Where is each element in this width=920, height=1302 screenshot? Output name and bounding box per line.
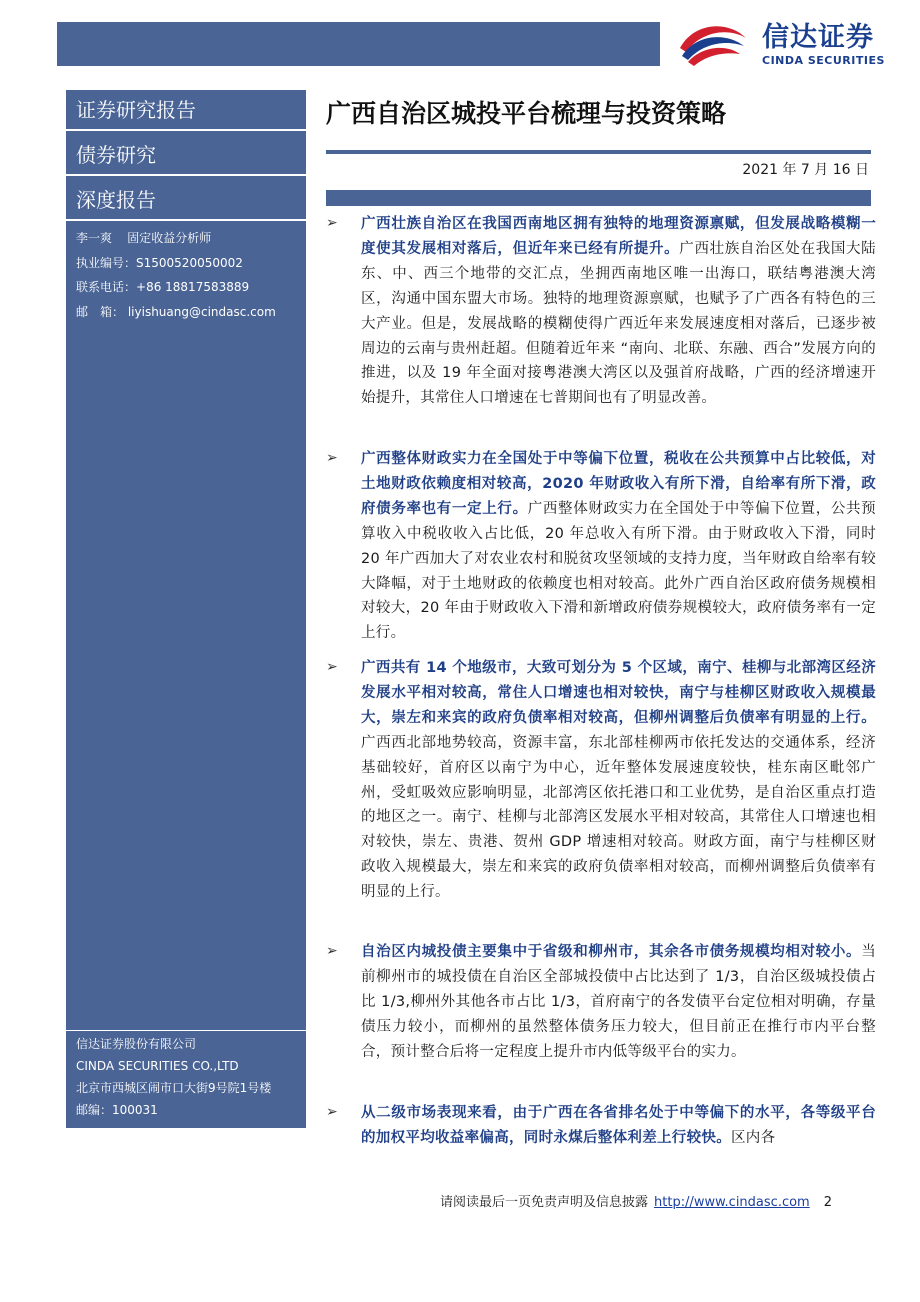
company-info [66,1030,306,1121]
bullet-highlight: 广西共有 14 个地级市，大致可划分为 5 个区域，南宁、桂柳与北部湾区经济发展水平相对较高，常住人口增速也相对较快，南宁与桂柳区财政收入规模最大，崇左和来宾的政府负债率相对较高，但柳州调整后负债率有明显的上行。 [361,660,876,726]
bullet-arrow-icon: ➢ [326,215,338,231]
bullet-arrow-icon: ➢ [326,450,338,466]
report-title: 广西自治区城投平台梳理与投资策略 [326,99,727,128]
license-label: 执业编号： [76,255,137,270]
company-name-en: CINDA SECURITIES CO.,LTD [76,1059,239,1073]
company-postcode: 邮编：100031 [76,1103,158,1117]
author-title: 固定收益分析师 [127,231,212,245]
website-link[interactable]: http://www.cindasc.com [654,1195,810,1210]
email-label: 邮 箱： [76,304,125,319]
section-bond-research: 债券研究 [66,135,306,176]
email-address: liyishuang@cindasc.com [127,304,276,319]
header-bar [57,22,660,66]
bullet-text [361,940,876,1065]
summary-bullet [326,447,876,646]
bullet-body: 当前柳州市的城投债在自治区全部城投债中占比达到了 1/3，自治区级城投债占比 1/3,柳州外其他各市占比 1/3，首府南宁的各发债平台定位相对明确，存量债压力较小，而柳州的虽然整体债务压力较大，但目前正在推行市内平台整合，预计整合后将一定程度上提升市内低等级平台的实力。 [361,944,876,1060]
email-row [76,300,301,325]
bullet-body: 广西整体财政实力在全国处于中等偏下位置，公共预算收入中税收收入占比低，20 年总收入有所下滑。由于财政收入下滑，同时 20 年广西加大了对农业农村和脱贫攻坚领域的支持力度，当年财政自给率有较大降幅，对于土地财政的依赖度也相对较高。此外广西自治区政府债务规模相对较大，20 年由于财政收入下滑和新增政府债券规模较大，政府债务率有一定上行。 [361,500,876,642]
bullet-body: 广西壮族自治区处在我国大陆东、中、西三个地带的交汇点，坐拥西南地区唯一出海口，联结粤港澳大湾区，沟通中国东盟大市场。独特的地理资源禀赋，也赋予了广西各有特色的三大产业。但是，发展战略的模糊使得广西近年来发展速度相对落后，已逐步被周边的云南与贵州赶超。但随着近年来 “南向、北联、东融、西合”发展方向的推进，以及 19 年全面对接粤港澳大湾区以及强首府战略，广西的经济增速开始提升，其常住人口增速在七普期间也有了明显改善。 [361,240,876,407]
phone-number: +86 18817583889 [136,280,250,294]
bullet-highlight: 广西壮族自治区在我国西南地区拥有独特的地理资源禀赋，但发展战略模糊一度使其发展相对落后，但近年来已经有所提升。 [361,216,876,257]
summary-bullet [326,656,876,905]
license-number: S1500520050002 [136,255,243,270]
page-footer [440,1193,880,1213]
cinda-logo-icon [676,18,748,70]
author-name: 李一爽 [76,231,113,245]
bullet-text [361,447,876,646]
date-divider [326,190,871,206]
sidebar [66,90,306,1128]
bullet-highlight: 自治区内城投债主要集中于省级和柳州市，其余各市债务规模均相对较小。 [361,944,862,960]
disclaimer-note: 请阅读最后一页免责声明及信息披露 [440,1195,649,1210]
bullet-text [361,1101,876,1151]
bullet-arrow-icon: ➢ [326,659,338,675]
bullet-highlight: 从二级市场表现来看，由于广西在各省排名处于中等偏下的水平，各等级平台的加权平均收益率偏高，同时永煤后整体利差上行较快。 [361,1105,876,1146]
license-row [76,251,301,276]
section-in-depth-report: 深度报告 [66,180,306,221]
bullet-highlight: 广西整体财政实力在全国处于中等偏下位置，税收在公共预算中占比较低，对土地财政依赖度相对较高，2020 年财政收入有所下滑，自给率有所下滑，政府债务率也有一定上行。 [361,451,876,517]
report-date: 2021 年 7 月 16 日 [742,162,869,178]
phone-label: 联系电话： [76,280,137,294]
brand-name-cn: 信达证券 [762,22,874,53]
brand-logo [676,18,906,70]
bullet-text [361,656,876,905]
author-name-row [76,226,301,251]
author-info [76,226,301,324]
bullet-text [361,212,876,411]
bullet-body: 区内各 [731,1129,776,1146]
company-name-cn: 信达证券股份有限公司 [76,1037,197,1051]
bullet-arrow-icon: ➢ [326,943,338,959]
company-address: 北京市西城区闹市口大街9号院1号楼 [76,1081,272,1095]
title-divider [326,150,871,154]
page-number: 2 [823,1195,832,1210]
phone-row [76,275,301,300]
summary-bullet [326,212,876,411]
section-research-report: 证券研究报告 [66,90,306,131]
brand-name-en: CINDA SECURITIES [762,54,885,67]
bullet-arrow-icon: ➢ [326,1104,338,1120]
bullet-body: 广西西北部地势较高，资源丰富，东北部桂柳两市依托发达的交通体系，经济基础较好，首府区以南宁为中心，近年整体发展速度较快，桂东南区毗邻广州，受虹吸效应影响明显，北部湾区依托港口和工业优势，是自治区重点打造的地区之一。南宁、桂柳与北部湾区发展水平相对较高，其常住人口增速也相对较快，崇左、贵港、贺州 GDP 增速相对较高。财政方面，南宁与桂柳区财政收入规模最大，崇左和来宾的政府负债率相对较高，而柳州调整后负债率有明显的上行。 [361,734,876,901]
summary-bullet [326,1101,876,1151]
summary-bullet [326,940,876,1065]
